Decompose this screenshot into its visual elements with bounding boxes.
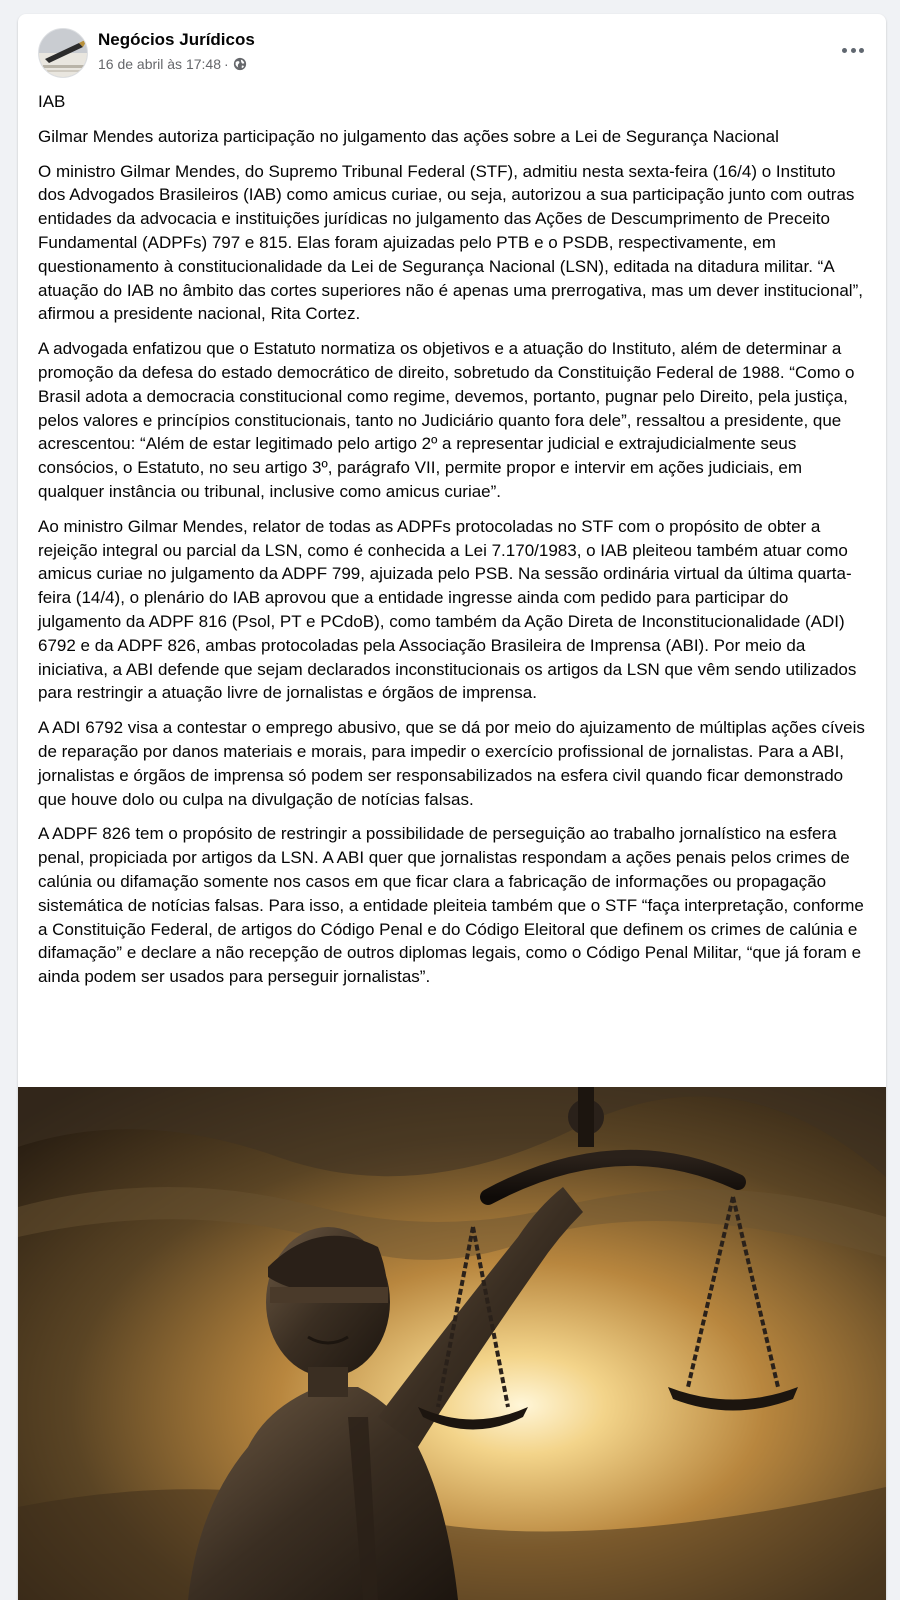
post-photo[interactable]	[18, 1087, 886, 1600]
more-options-icon[interactable]	[842, 40, 864, 60]
post-tag: IAB	[38, 92, 66, 111]
post-meta	[98, 56, 247, 72]
post-timestamp[interactable]: 16 de abril às 17:48	[98, 56, 221, 72]
post-card	[18, 14, 886, 1600]
post-body	[18, 90, 886, 989]
post-header	[18, 14, 886, 86]
post-paragraph: A ADPF 826 tem o propósito de restringir a possibilidade de perseguição ao trabalho jornalístico na esfera penal, propiciada por artigos da LSN. A ABI quer que jornalistas respondam a ações penais pelos crimes de calúnia ou difamação somente nos casos em que ficar clara a fabricação de informações ou propagação sistemática de notícias falsas. Para isso, a entidade pleiteia também que o STF “faça interpretação, conforme a Constituição Federal, de artigos do Código Penal e do Código Eleitoral que definem os crimes de calúnia e difamação” e declare a não recepção de outros diplomas legais, como o Código Penal Militar, “que já foram e ainda podem ser usados para perseguir jornalistas”.	[38, 824, 864, 987]
page-avatar[interactable]	[38, 28, 88, 78]
post-headline: Gilmar Mendes autoriza participação no julgamento das ações sobre a Lei de Segurança Nacional	[38, 126, 779, 146]
globe-icon[interactable]	[233, 57, 247, 71]
post-paragraph: O ministro Gilmar Mendes, do Supremo Tribunal Federal (STF), admitiu nesta sexta-feira (16/4) o Instituto dos Advogados Brasileiros (IAB) como amicus curiae, ou seja, autorizou a sua participação junto com outras entidades da advocacia e instituições jurídicas no julgamento das Ações de Descumprimento de Preceito Fundamental (ADPFs) 797 e 815. Elas foram ajuizadas pelo PTB e o PSDB, respectivamente, em questionamento à constitucionalidade da Lei de Segurança Nacional (LSN), editada na ditadura militar. “A atuação do IAB no âmbito das cortes superiores não é apenas uma prerrogativa, mas um dever institucional”, afirmou a presidente nacional, Rita Cortez.	[38, 161, 863, 324]
post-paragraph: Ao ministro Gilmar Mendes, relator de todas as ADPFs protocoladas no STF com o propósito de obter a rejeição integral ou parcial da LSN, como é conhecida a Lei 7.170/1983, o IAB pleiteou também atuar como amicus curiae no julgamento da ADPF 799, ajuizada pelo PSB. Na sessão ordinária virtual da última quarta-feira (14/4), o plenário do IAB aprovou que a entidade ingresse ainda com pedido para participar do julgamento da ADPF 816 (Psol, PT e PCdoB), como também da Ação Direta de Inconstitucionalidade (ADI) 6792 e da ADPF 826, ambas protocoladas pela Associação Brasileira de Imprensa (ABI). Por meio da iniciativa, a ABI defende que sejam declarados inconstitucionais os artigos da LSN que vêm sendo utilizados para restringir a atuação livre de jornalistas e órgãos de imprensa.	[38, 516, 857, 703]
post-paragraph: A ADI 6792 visa a contestar o emprego abusivo, que se dá por meio do ajuizamento de múltiplas ações cíveis de reparação por danos materiais e morais, para impedir o exercício profissional de jornalistas. Para a ABI, jornalistas e órgãos de imprensa só podem ser responsabilizados na esfera civil quando ficar demonstrado que houve dolo ou culpa na divulgação de notícias falsas.	[38, 718, 865, 809]
post-paragraph: A advogada enfatizou que o Estatuto normatiza os objetivos e a atuação do Instituto, além de determinar a promoção da defesa do estado democrático de direito, sobretudo da Constituição Federal de 1988. “Como o Brasil adota a democracia constitucional como regime, devemos, portanto, pugnar pelo Direito, pela justiça, pelos valores e princípios constitucionais, tanto no Judiciário quanto fora dele”, ressaltou a presidente, que acrescentou: “Além de estar legitimado pelo artigo 2º a representar judicial e extrajudicialmente seus consócios, o Estatuto, no seu artigo 3º, parágrafo VII, permite propor e intervir em ações judiciais, em qualquer instância ou tribunal, inclusive como amicus curiae”.	[38, 339, 855, 501]
meta-separator: ·	[223, 56, 229, 72]
page-name[interactable]: Negócios Jurídicos	[98, 30, 255, 49]
